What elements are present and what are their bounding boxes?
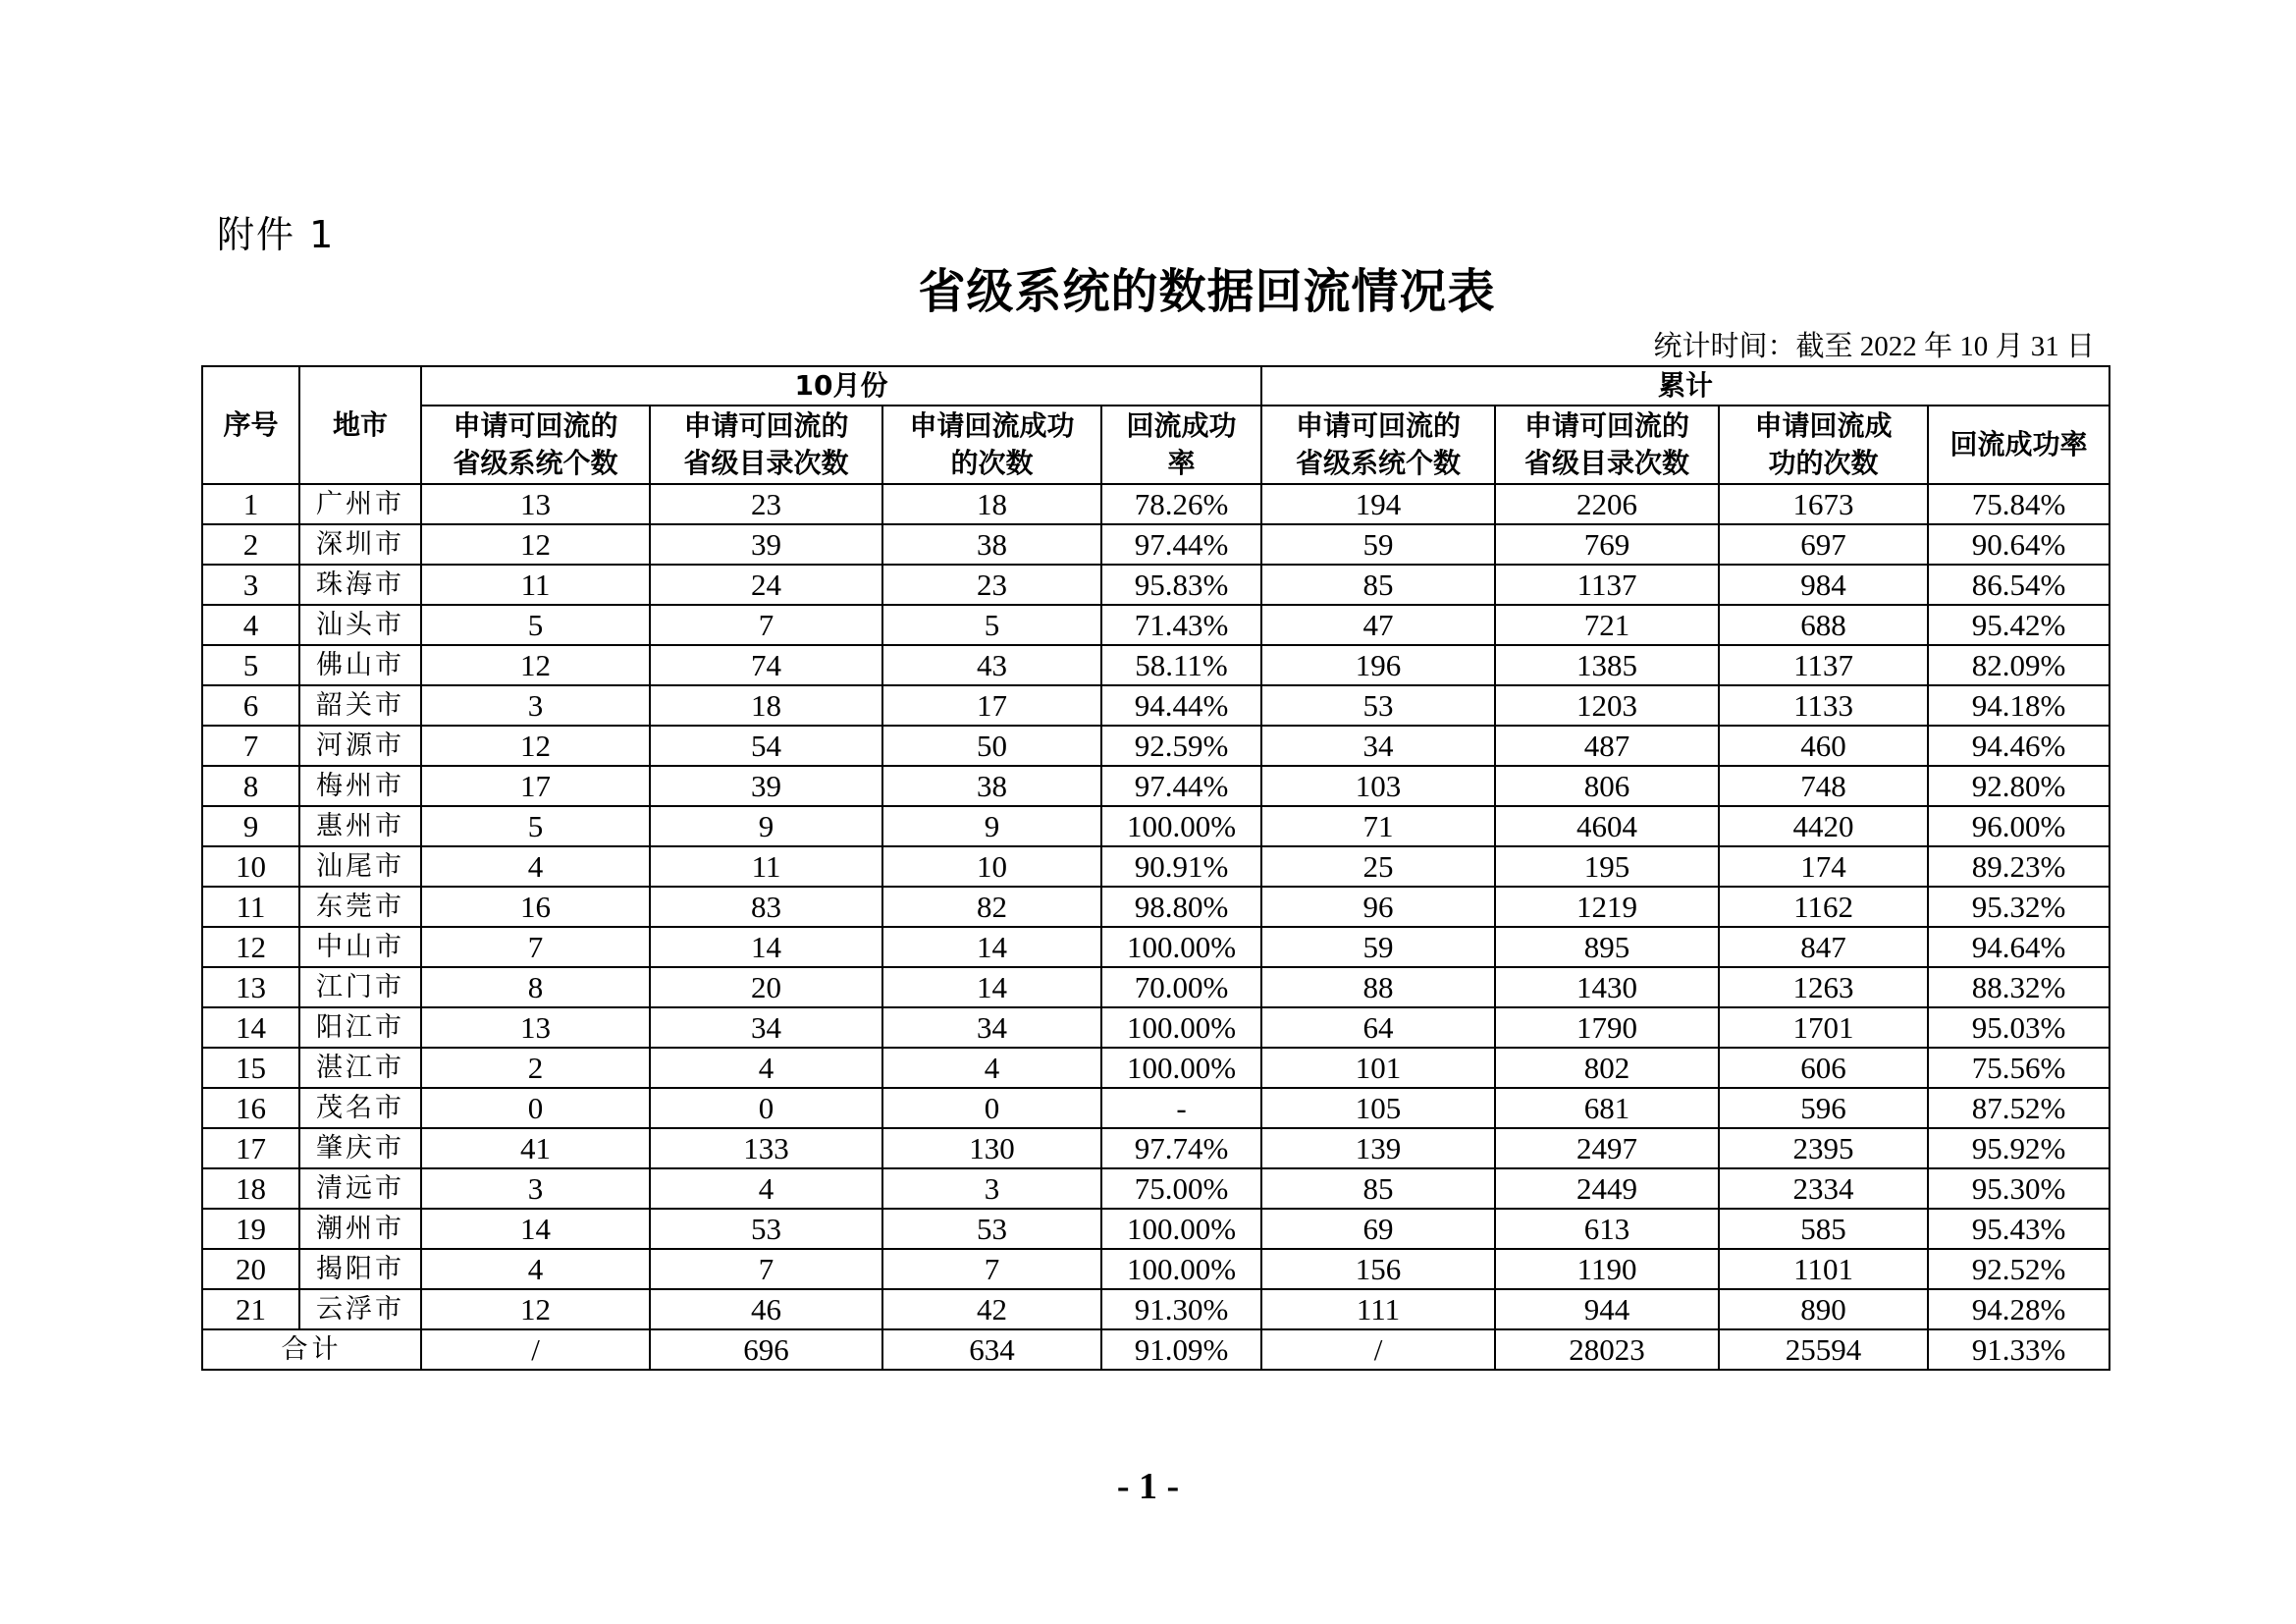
header-month-systems bbox=[421, 406, 650, 484]
row-city: 珠海市 bbox=[299, 565, 421, 605]
row-month-systems: 12 bbox=[421, 645, 650, 685]
table-row bbox=[202, 1209, 2109, 1249]
row-cum-rate: 95.92% bbox=[1928, 1128, 2109, 1168]
row-cum-systems: 103 bbox=[1261, 766, 1495, 806]
row-cum-directories: 1430 bbox=[1495, 967, 1719, 1007]
row-month-rate: 71.43% bbox=[1101, 605, 1261, 645]
row-month-success: 3 bbox=[882, 1168, 1101, 1209]
row-month-directories: 39 bbox=[650, 766, 882, 806]
row-month-success: 53 bbox=[882, 1209, 1101, 1249]
row-month-directories: 54 bbox=[650, 726, 882, 766]
row-month-directories: 11 bbox=[650, 846, 882, 887]
row-cum-rate: 95.03% bbox=[1928, 1007, 2109, 1048]
row-cum-rate: 94.64% bbox=[1928, 927, 2109, 967]
row-cum-systems: 59 bbox=[1261, 524, 1495, 565]
row-cum-success: 2334 bbox=[1719, 1168, 1928, 1209]
header-line: 省级系统个数 bbox=[1296, 447, 1462, 479]
header-line: 申请回流成 bbox=[1754, 409, 1893, 442]
row-city: 汕头市 bbox=[299, 605, 421, 645]
table-body bbox=[202, 484, 2109, 1329]
row-city: 茂名市 bbox=[299, 1088, 421, 1128]
row-cum-directories: 1137 bbox=[1495, 565, 1719, 605]
row-index: 3 bbox=[202, 565, 299, 605]
table-row bbox=[202, 1088, 2109, 1128]
table-row bbox=[202, 967, 2109, 1007]
table-row bbox=[202, 484, 2109, 524]
row-cum-success: 1137 bbox=[1719, 645, 1928, 685]
row-cum-success: 1701 bbox=[1719, 1007, 1928, 1048]
total-label: 合计 bbox=[202, 1329, 421, 1370]
row-month-success: 7 bbox=[882, 1249, 1101, 1289]
row-month-rate: 70.00% bbox=[1101, 967, 1261, 1007]
row-cum-success: 606 bbox=[1719, 1048, 1928, 1088]
row-month-systems: 5 bbox=[421, 605, 650, 645]
row-month-directories: 18 bbox=[650, 685, 882, 726]
total-month-systems: / bbox=[421, 1329, 650, 1370]
row-cum-directories: 613 bbox=[1495, 1209, 1719, 1249]
row-cum-success: 688 bbox=[1719, 605, 1928, 645]
row-cum-systems: 105 bbox=[1261, 1088, 1495, 1128]
row-cum-directories: 895 bbox=[1495, 927, 1719, 967]
data-reflow-table bbox=[201, 365, 2110, 1371]
row-city: 东莞市 bbox=[299, 887, 421, 927]
row-cum-rate: 75.56% bbox=[1928, 1048, 2109, 1088]
row-city: 汕尾市 bbox=[299, 846, 421, 887]
row-month-directories: 53 bbox=[650, 1209, 882, 1249]
row-month-rate: 98.80% bbox=[1101, 887, 1261, 927]
row-cum-directories: 802 bbox=[1495, 1048, 1719, 1088]
row-cum-success: 174 bbox=[1719, 846, 1928, 887]
row-month-directories: 74 bbox=[650, 645, 882, 685]
row-cum-success: 596 bbox=[1719, 1088, 1928, 1128]
row-cum-systems: 25 bbox=[1261, 846, 1495, 887]
header-total-success bbox=[1719, 406, 1928, 484]
total-month-directories: 696 bbox=[650, 1329, 882, 1370]
row-index: 18 bbox=[202, 1168, 299, 1209]
row-month-rate: 58.11% bbox=[1101, 645, 1261, 685]
header-line: 功的次数 bbox=[1768, 447, 1879, 479]
row-city: 深圳市 bbox=[299, 524, 421, 565]
row-month-success: 9 bbox=[882, 806, 1101, 846]
row-city: 揭阳市 bbox=[299, 1249, 421, 1289]
row-cum-success: 748 bbox=[1719, 766, 1928, 806]
row-month-rate: 78.26% bbox=[1101, 484, 1261, 524]
total-cum-rate: 91.33% bbox=[1928, 1329, 2109, 1370]
row-cum-directories: 487 bbox=[1495, 726, 1719, 766]
row-cum-success: 1133 bbox=[1719, 685, 1928, 726]
row-cum-systems: 194 bbox=[1261, 484, 1495, 524]
row-month-systems: 7 bbox=[421, 927, 650, 967]
row-cum-directories: 1790 bbox=[1495, 1007, 1719, 1048]
table-row bbox=[202, 1048, 2109, 1088]
row-cum-rate: 86.54% bbox=[1928, 565, 2109, 605]
row-index: 20 bbox=[202, 1249, 299, 1289]
table-row bbox=[202, 846, 2109, 887]
row-month-rate: 100.00% bbox=[1101, 1048, 1261, 1088]
row-month-rate: 97.44% bbox=[1101, 524, 1261, 565]
row-cum-directories: 769 bbox=[1495, 524, 1719, 565]
row-city: 湛江市 bbox=[299, 1048, 421, 1088]
row-index: 17 bbox=[202, 1128, 299, 1168]
row-month-systems: 2 bbox=[421, 1048, 650, 1088]
row-index: 6 bbox=[202, 685, 299, 726]
header-line: 率 bbox=[1167, 447, 1196, 479]
row-month-success: 4 bbox=[882, 1048, 1101, 1088]
row-cum-directories: 1190 bbox=[1495, 1249, 1719, 1289]
row-cum-rate: 95.30% bbox=[1928, 1168, 2109, 1209]
row-cum-rate: 94.46% bbox=[1928, 726, 2109, 766]
row-month-systems: 3 bbox=[421, 1168, 650, 1209]
row-month-success: 14 bbox=[882, 927, 1101, 967]
header-total-directories bbox=[1495, 406, 1719, 484]
row-cum-directories: 2206 bbox=[1495, 484, 1719, 524]
total-month-success: 634 bbox=[882, 1329, 1101, 1370]
row-month-success: 38 bbox=[882, 524, 1101, 565]
row-month-success: 130 bbox=[882, 1128, 1101, 1168]
row-index: 7 bbox=[202, 726, 299, 766]
table-row bbox=[202, 565, 2109, 605]
row-cum-directories: 1219 bbox=[1495, 887, 1719, 927]
header-line: 省级目录次数 bbox=[683, 447, 849, 479]
row-month-success: 42 bbox=[882, 1289, 1101, 1329]
total-row bbox=[202, 1329, 2109, 1370]
row-month-rate: 91.30% bbox=[1101, 1289, 1261, 1329]
row-cum-success: 847 bbox=[1719, 927, 1928, 967]
row-index: 21 bbox=[202, 1289, 299, 1329]
header-line: 申请可回流的 bbox=[1524, 409, 1690, 442]
row-cum-systems: 111 bbox=[1261, 1289, 1495, 1329]
row-month-systems: 16 bbox=[421, 887, 650, 927]
total-cum-success: 25594 bbox=[1719, 1329, 1928, 1370]
row-month-directories: 24 bbox=[650, 565, 882, 605]
row-month-success: 34 bbox=[882, 1007, 1101, 1048]
row-city: 云浮市 bbox=[299, 1289, 421, 1329]
total-cum-directories: 28023 bbox=[1495, 1329, 1719, 1370]
row-month-success: 10 bbox=[882, 846, 1101, 887]
row-month-systems: 12 bbox=[421, 524, 650, 565]
table-row bbox=[202, 1128, 2109, 1168]
row-cum-directories: 681 bbox=[1495, 1088, 1719, 1128]
row-month-success: 5 bbox=[882, 605, 1101, 645]
row-index: 15 bbox=[202, 1048, 299, 1088]
row-index: 8 bbox=[202, 766, 299, 806]
row-cum-systems: 64 bbox=[1261, 1007, 1495, 1048]
row-cum-systems: 101 bbox=[1261, 1048, 1495, 1088]
row-month-directories: 46 bbox=[650, 1289, 882, 1329]
header-total-rate: 回流成功率 bbox=[1928, 406, 2109, 484]
row-month-success: 50 bbox=[882, 726, 1101, 766]
header-line: 申请可回流的 bbox=[453, 409, 618, 442]
page-number: - 1 - bbox=[1116, 1466, 1180, 1507]
row-cum-rate: 92.52% bbox=[1928, 1249, 2109, 1289]
row-month-rate: 97.74% bbox=[1101, 1128, 1261, 1168]
header-month-rate bbox=[1101, 406, 1261, 484]
row-cum-systems: 53 bbox=[1261, 685, 1495, 726]
table-row bbox=[202, 605, 2109, 645]
row-month-success: 82 bbox=[882, 887, 1101, 927]
row-city: 清远市 bbox=[299, 1168, 421, 1209]
row-cum-success: 697 bbox=[1719, 524, 1928, 565]
row-index: 13 bbox=[202, 967, 299, 1007]
row-month-success: 17 bbox=[882, 685, 1101, 726]
header-line: 申请回流成功 bbox=[909, 409, 1075, 442]
header-line: 申请可回流的 bbox=[1296, 409, 1462, 442]
row-cum-rate: 88.32% bbox=[1928, 967, 2109, 1007]
row-month-directories: 4 bbox=[650, 1048, 882, 1088]
attachment-label: 附件 1 bbox=[217, 213, 336, 256]
row-month-systems: 41 bbox=[421, 1128, 650, 1168]
table-row bbox=[202, 887, 2109, 927]
header-month-success bbox=[882, 406, 1101, 484]
table-row bbox=[202, 645, 2109, 685]
row-month-rate: 95.83% bbox=[1101, 565, 1261, 605]
row-month-success: 43 bbox=[882, 645, 1101, 685]
row-index: 16 bbox=[202, 1088, 299, 1128]
row-cum-directories: 1385 bbox=[1495, 645, 1719, 685]
row-cum-rate: 95.32% bbox=[1928, 887, 2109, 927]
row-month-systems: 0 bbox=[421, 1088, 650, 1128]
row-cum-directories: 944 bbox=[1495, 1289, 1719, 1329]
row-index: 11 bbox=[202, 887, 299, 927]
table-row bbox=[202, 927, 2109, 967]
row-cum-success: 984 bbox=[1719, 565, 1928, 605]
row-cum-success: 4420 bbox=[1719, 806, 1928, 846]
row-cum-directories: 4604 bbox=[1495, 806, 1719, 846]
table-row bbox=[202, 1249, 2109, 1289]
row-cum-success: 1673 bbox=[1719, 484, 1928, 524]
row-month-directories: 83 bbox=[650, 887, 882, 927]
row-index: 9 bbox=[202, 806, 299, 846]
row-city: 潮州市 bbox=[299, 1209, 421, 1249]
header-total-systems bbox=[1261, 406, 1495, 484]
row-city: 韶关市 bbox=[299, 685, 421, 726]
row-index: 12 bbox=[202, 927, 299, 967]
total-month-rate: 91.09% bbox=[1101, 1329, 1261, 1370]
document-title-text: 省级系统的数据回流情况表 bbox=[918, 264, 1496, 319]
row-month-directories: 133 bbox=[650, 1128, 882, 1168]
row-cum-systems: 85 bbox=[1261, 565, 1495, 605]
header-index: 序号 bbox=[202, 366, 299, 484]
row-cum-systems: 196 bbox=[1261, 645, 1495, 685]
row-cum-systems: 47 bbox=[1261, 605, 1495, 645]
row-month-rate: 100.00% bbox=[1101, 927, 1261, 967]
header-line: 申请可回流的 bbox=[683, 409, 849, 442]
row-month-systems: 4 bbox=[421, 846, 650, 887]
row-cum-success: 1263 bbox=[1719, 967, 1928, 1007]
row-month-directories: 39 bbox=[650, 524, 882, 565]
row-cum-rate: 87.52% bbox=[1928, 1088, 2109, 1128]
header-month-directories bbox=[650, 406, 882, 484]
row-month-systems: 11 bbox=[421, 565, 650, 605]
row-month-success: 18 bbox=[882, 484, 1101, 524]
header-line: 的次数 bbox=[950, 447, 1034, 479]
row-month-directories: 7 bbox=[650, 1249, 882, 1289]
row-city: 广州市 bbox=[299, 484, 421, 524]
row-cum-rate: 94.18% bbox=[1928, 685, 2109, 726]
row-index: 5 bbox=[202, 645, 299, 685]
table-row bbox=[202, 806, 2109, 846]
row-cum-rate: 92.80% bbox=[1928, 766, 2109, 806]
row-cum-directories: 1203 bbox=[1495, 685, 1719, 726]
row-month-rate: 94.44% bbox=[1101, 685, 1261, 726]
row-month-success: 14 bbox=[882, 967, 1101, 1007]
row-cum-rate: 82.09% bbox=[1928, 645, 2109, 685]
row-month-systems: 14 bbox=[421, 1209, 650, 1249]
row-index: 14 bbox=[202, 1007, 299, 1048]
row-index: 19 bbox=[202, 1209, 299, 1249]
row-city: 河源市 bbox=[299, 726, 421, 766]
row-cum-systems: 96 bbox=[1261, 887, 1495, 927]
header-line: 回流成功 bbox=[1126, 409, 1237, 442]
table-row bbox=[202, 1007, 2109, 1048]
row-index: 2 bbox=[202, 524, 299, 565]
row-cum-systems: 88 bbox=[1261, 967, 1495, 1007]
row-month-rate: 100.00% bbox=[1101, 1007, 1261, 1048]
row-month-success: 38 bbox=[882, 766, 1101, 806]
row-month-systems: 13 bbox=[421, 484, 650, 524]
row-city: 肇庆市 bbox=[299, 1128, 421, 1168]
row-cum-systems: 34 bbox=[1261, 726, 1495, 766]
row-month-rate: 97.44% bbox=[1101, 766, 1261, 806]
row-month-rate: - bbox=[1101, 1088, 1261, 1128]
row-month-rate: 100.00% bbox=[1101, 1209, 1261, 1249]
row-month-directories: 14 bbox=[650, 927, 882, 967]
document-title bbox=[0, 253, 2296, 321]
row-month-systems: 8 bbox=[421, 967, 650, 1007]
row-cum-directories: 195 bbox=[1495, 846, 1719, 887]
table-row bbox=[202, 1168, 2109, 1209]
row-city: 梅州市 bbox=[299, 766, 421, 806]
row-month-rate: 100.00% bbox=[1101, 806, 1261, 846]
table-row bbox=[202, 685, 2109, 726]
row-cum-directories: 806 bbox=[1495, 766, 1719, 806]
row-month-systems: 3 bbox=[421, 685, 650, 726]
header-group-month: 10月份 bbox=[421, 366, 1261, 406]
row-month-directories: 4 bbox=[650, 1168, 882, 1209]
row-city: 中山市 bbox=[299, 927, 421, 967]
row-cum-systems: 139 bbox=[1261, 1128, 1495, 1168]
row-cum-directories: 2449 bbox=[1495, 1168, 1719, 1209]
row-month-rate: 100.00% bbox=[1101, 1249, 1261, 1289]
row-cum-systems: 59 bbox=[1261, 927, 1495, 967]
header-group-total: 累计 bbox=[1261, 366, 2109, 406]
row-cum-rate: 90.64% bbox=[1928, 524, 2109, 565]
row-cum-success: 2395 bbox=[1719, 1128, 1928, 1168]
row-month-rate: 92.59% bbox=[1101, 726, 1261, 766]
row-cum-rate: 94.28% bbox=[1928, 1289, 2109, 1329]
row-index: 10 bbox=[202, 846, 299, 887]
row-cum-success: 890 bbox=[1719, 1289, 1928, 1329]
row-cum-directories: 721 bbox=[1495, 605, 1719, 645]
stat-time: 统计时间：截至 2022 年 10 月 31 日 bbox=[1653, 331, 2095, 362]
row-cum-systems: 71 bbox=[1261, 806, 1495, 846]
row-cum-systems: 85 bbox=[1261, 1168, 1495, 1209]
row-cum-rate: 95.42% bbox=[1928, 605, 2109, 645]
row-month-systems: 13 bbox=[421, 1007, 650, 1048]
row-index: 1 bbox=[202, 484, 299, 524]
table-row bbox=[202, 524, 2109, 565]
row-month-systems: 5 bbox=[421, 806, 650, 846]
row-city: 阳江市 bbox=[299, 1007, 421, 1048]
row-month-systems: 12 bbox=[421, 1289, 650, 1329]
row-month-directories: 7 bbox=[650, 605, 882, 645]
row-city: 惠州市 bbox=[299, 806, 421, 846]
row-month-systems: 4 bbox=[421, 1249, 650, 1289]
row-month-success: 23 bbox=[882, 565, 1101, 605]
row-cum-success: 460 bbox=[1719, 726, 1928, 766]
row-month-directories: 0 bbox=[650, 1088, 882, 1128]
row-month-directories: 9 bbox=[650, 806, 882, 846]
row-city: 佛山市 bbox=[299, 645, 421, 685]
row-month-rate: 75.00% bbox=[1101, 1168, 1261, 1209]
row-cum-success: 1101 bbox=[1719, 1249, 1928, 1289]
row-month-directories: 34 bbox=[650, 1007, 882, 1048]
table-row bbox=[202, 726, 2109, 766]
row-month-success: 0 bbox=[882, 1088, 1101, 1128]
header-city: 地市 bbox=[299, 366, 421, 484]
row-index: 4 bbox=[202, 605, 299, 645]
header-line: 省级目录次数 bbox=[1524, 447, 1690, 479]
row-month-rate: 90.91% bbox=[1101, 846, 1261, 887]
row-cum-systems: 69 bbox=[1261, 1209, 1495, 1249]
row-month-directories: 20 bbox=[650, 967, 882, 1007]
row-month-systems: 17 bbox=[421, 766, 650, 806]
row-month-systems: 12 bbox=[421, 726, 650, 766]
row-city: 江门市 bbox=[299, 967, 421, 1007]
row-cum-success: 585 bbox=[1719, 1209, 1928, 1249]
header-line: 省级系统个数 bbox=[453, 447, 618, 479]
row-cum-success: 1162 bbox=[1719, 887, 1928, 927]
table-row bbox=[202, 766, 2109, 806]
row-cum-rate: 89.23% bbox=[1928, 846, 2109, 887]
row-cum-systems: 156 bbox=[1261, 1249, 1495, 1289]
row-month-directories: 23 bbox=[650, 484, 882, 524]
row-cum-directories: 2497 bbox=[1495, 1128, 1719, 1168]
row-cum-rate: 75.84% bbox=[1928, 484, 2109, 524]
total-cum-systems: / bbox=[1261, 1329, 1495, 1370]
table-row bbox=[202, 1289, 2109, 1329]
row-cum-rate: 96.00% bbox=[1928, 806, 2109, 846]
row-cum-rate: 95.43% bbox=[1928, 1209, 2109, 1249]
